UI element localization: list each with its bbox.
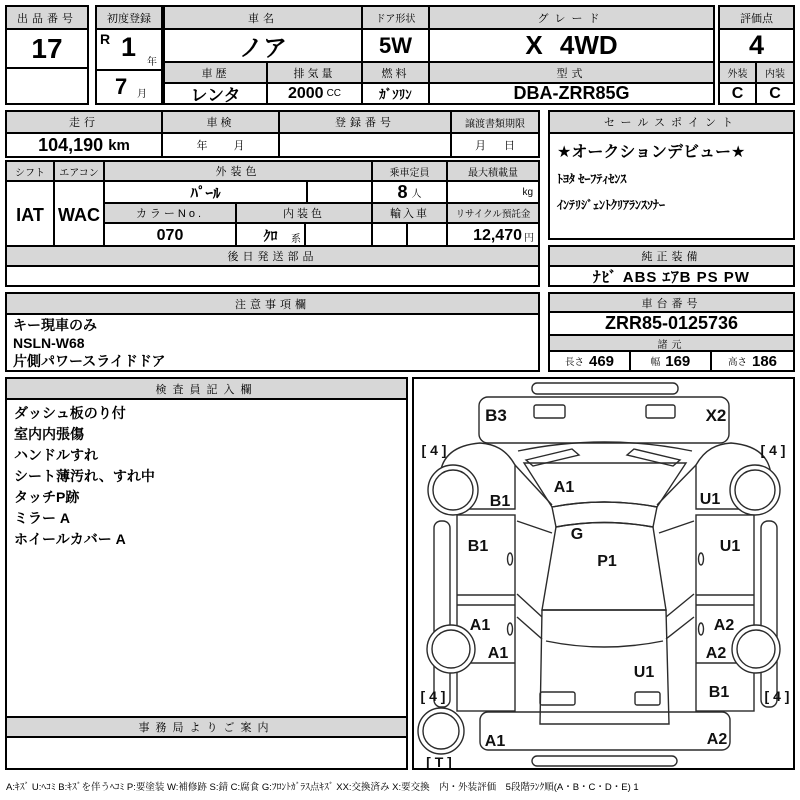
- capacity-box: [373, 160, 448, 250]
- era-letter: R: [100, 31, 111, 47]
- capacity-unit: 人: [411, 188, 422, 200]
- damage-label-right-front-door: U1: [719, 538, 741, 555]
- right-front-door-handle: [699, 553, 704, 565]
- equipment-box: [548, 245, 795, 287]
- color-no-value: 070: [105, 224, 237, 248]
- damage-label-windshield: G: [570, 526, 584, 543]
- car-name-label: 車名: [165, 7, 361, 30]
- interior-grade-value: C: [769, 84, 781, 102]
- damage-label-front-bumper-left: B3: [485, 406, 507, 425]
- car-name-box: [163, 5, 363, 105]
- inspector-line-5: タッチP跡: [14, 489, 80, 505]
- sales-point-line-2: ﾄﾖﾀ ｾｰﾌﾃｨｾﾝｽ: [557, 172, 627, 186]
- damage-label-rear-bumper-left: A1: [484, 733, 506, 750]
- mileage-box: [5, 110, 163, 158]
- month-suffix: 月: [137, 89, 147, 100]
- score-label: 評価点: [720, 7, 793, 30]
- aircon-value: WAC: [58, 204, 100, 225]
- rear-bumper: [480, 712, 730, 750]
- displacement-value: 2000: [287, 84, 324, 102]
- right-slide-door-handle: [699, 623, 704, 635]
- inspector-line-4: シート薄汚れ、すれ中: [14, 468, 155, 484]
- first-registration-year: 1: [121, 32, 137, 62]
- first-registration-month-cell: [97, 71, 161, 105]
- tire-label-rear-left: [ 4 ]: [420, 688, 446, 704]
- interior-grade-label: 内装: [757, 63, 793, 84]
- recycle-deposit-value: 12,470: [473, 227, 522, 244]
- shipping-parts-box: [5, 245, 540, 287]
- max-load-label: 最大積載量: [448, 162, 538, 182]
- door-shape-label: ドア形状: [363, 7, 428, 30]
- damage-label-left-slide-door: A1: [469, 617, 491, 634]
- auction-no-empty-cell: [7, 69, 87, 103]
- tire-label-front-right: [ 4 ]: [760, 442, 786, 458]
- left-a-pillar: [515, 465, 552, 505]
- damage-label-front-bumper-right: X2: [705, 406, 727, 425]
- notes-line-3: 片側パワースライドドア: [13, 353, 166, 369]
- door-shape-box: [363, 5, 430, 105]
- max-load-unit: kg: [522, 186, 533, 198]
- exterior-grade-value: C: [720, 84, 757, 103]
- model-code-label: 型式: [430, 63, 713, 84]
- shift-box: [5, 160, 55, 250]
- right-a-pillar: [657, 465, 696, 505]
- left-b-pillar: [517, 521, 552, 533]
- recycle-deposit-label: リサイクル預託金: [448, 204, 538, 224]
- damage-label-right-fender: U1: [699, 491, 721, 508]
- shift-value: IAT: [16, 204, 44, 225]
- height-label: 高さ: [727, 357, 747, 368]
- left-headlight: [534, 405, 565, 418]
- chassis-label: 車台番号: [550, 294, 793, 313]
- diagram-box: [412, 377, 795, 770]
- tire-label-front-left: [ 4 ]: [421, 442, 447, 458]
- first-registration-year-cell: [97, 30, 161, 71]
- auction-no-label: 出品番号: [7, 7, 87, 30]
- capacity-label: 乗車定員: [373, 162, 446, 182]
- shipping-parts-label: 後日発送部品: [7, 247, 538, 267]
- damage-label-roof: P1: [597, 553, 617, 570]
- auction-no-value: 17: [7, 30, 87, 69]
- damage-label-right-slide-door: A2: [713, 617, 735, 634]
- right-b-pillar: [659, 521, 694, 533]
- left-c-pillar-1: [517, 594, 542, 617]
- vehicle-diagram: [414, 379, 793, 768]
- exterior-color-label: 外装色: [105, 162, 371, 182]
- first-registration-month: 7: [115, 74, 128, 99]
- inspection-box: [163, 110, 280, 158]
- right-c-pillar-2: [666, 617, 694, 639]
- exterior-color-value: ﾊﾟｰﾙ: [105, 182, 308, 202]
- damage-label-right-rear-corner: B1: [708, 684, 730, 701]
- equipment-value: ﾅﾋﾞ ABS ｴｱB PS PW: [593, 268, 750, 286]
- width-value: 169: [665, 352, 691, 370]
- inspector-box: [5, 377, 408, 770]
- front-left-tire: [428, 465, 478, 515]
- damage-label-right-quarter: A2: [705, 645, 727, 662]
- chassis-box: [548, 292, 795, 372]
- displacement-unit: CC: [326, 88, 342, 99]
- displacement-label: 排気量: [268, 63, 361, 84]
- door-shape-value: 5W: [363, 30, 428, 63]
- first-registration-label: 初度登録: [97, 7, 161, 30]
- right-headlight: [646, 405, 675, 418]
- damage-label-left-front-door: B1: [467, 538, 489, 555]
- history-label: 車歴: [165, 63, 268, 84]
- inspector-line-3: ハンドルすれ: [14, 447, 98, 463]
- color-box: [105, 160, 373, 250]
- registration-no-label: 登録番号: [280, 112, 450, 134]
- left-c-pillar-2: [517, 617, 542, 639]
- rear-right-tire: [732, 625, 780, 673]
- dimensions-label: 諸元: [550, 336, 793, 352]
- sales-point-label: セールスポイント: [550, 112, 793, 134]
- right-rocker: [761, 521, 777, 707]
- aircon-label: エアコン: [55, 162, 103, 182]
- notes-line-2: NSLN-W68: [13, 335, 85, 351]
- notes-box: [5, 292, 540, 372]
- equipment-label: 純正装備: [550, 247, 793, 267]
- inspector-line-7: ホイールカバー A: [14, 531, 126, 547]
- inspector-label: 検査員記入欄: [7, 379, 406, 400]
- exterior-grade-label: 外装: [720, 63, 757, 84]
- height-value: 186: [751, 352, 778, 370]
- rear-bumper-strip: [532, 756, 677, 766]
- tire-label-spare: [ T ]: [426, 754, 452, 768]
- fuel-label: 燃料: [363, 63, 428, 84]
- width-label: 幅: [650, 357, 661, 368]
- score-value: 4: [720, 30, 793, 63]
- left-front-door-handle: [508, 553, 513, 565]
- front-bumper: [479, 397, 729, 443]
- legend-text: A:ｷｽﾞ U:ﾍｺﾐ B:ｷｽﾞを伴うﾍｺﾐ P:要塗装 W:補修跡 S:錆 C:腐食 G:ﾌﾛﾝﾄｶﾞﾗｽ点ｷｽﾞ XX:交換済み X:要交換 内・外装評価 5段階ﾗﾝｸ順(A・B・C・D・E) 1: [6, 782, 639, 793]
- sales-point-line-3: ｲﾝﾃﾘｼﾞｪﾝﾄｸﾘｱﾗﾝｽｿﾅｰ: [557, 198, 666, 212]
- notes-line-1: キー現車のみ: [13, 317, 97, 333]
- inspection-year-suffix: 年: [196, 140, 208, 152]
- inspector-line-1: ダッシュ板のり付: [14, 405, 126, 421]
- notes-label: 注意事項欄: [7, 294, 538, 315]
- left-rocker: [434, 521, 450, 707]
- interior-color-suffix: 系: [291, 234, 301, 245]
- grade-box: [430, 5, 715, 105]
- left-tail-light: [540, 692, 575, 705]
- inspection-label: 車検: [163, 112, 278, 134]
- damage-label-hood: A1: [553, 479, 575, 496]
- load-box: [448, 160, 540, 250]
- front-bumper-strip: [532, 383, 678, 394]
- left-slide-door-handle: [508, 623, 513, 635]
- grade-value: X 4WD: [430, 30, 713, 63]
- right-c-pillar-1: [666, 594, 694, 617]
- grade-label: グレード: [430, 7, 713, 30]
- interior-color-label: 内装色: [237, 204, 371, 224]
- rear-left-tire: [427, 625, 475, 673]
- windshield: [552, 502, 657, 527]
- shift-label: シフト: [7, 162, 53, 182]
- damage-label-left-quarter: A1: [487, 645, 509, 662]
- tire-label-rear-right: [ 4 ]: [764, 688, 790, 704]
- rear-window-line: [546, 641, 663, 647]
- spare-tire: [418, 708, 464, 754]
- registration-no-box: [280, 110, 452, 158]
- mileage-label: 走行: [7, 112, 161, 134]
- history-value: レンタ: [165, 84, 268, 103]
- imported-label: 輸入車: [373, 204, 446, 224]
- length-label: 長さ: [564, 357, 584, 368]
- auction-no-box: [5, 5, 89, 105]
- damage-label-rear-bumper-right: A2: [706, 731, 728, 748]
- transfer-deadline-box: [452, 110, 540, 158]
- fuel-value: ｶﾞｿﾘﾝ: [379, 87, 412, 102]
- front-right-tire: [730, 465, 780, 515]
- aircon-box: [55, 160, 105, 250]
- inspector-line-6: ミラー A: [14, 510, 70, 526]
- mileage-unit: km: [108, 136, 130, 154]
- chassis-value: ZRR85-0125736: [550, 313, 793, 336]
- model-code-value: DBA-ZRR85G: [513, 83, 630, 103]
- sales-point-box: [548, 110, 795, 240]
- length-value: 469: [588, 352, 615, 370]
- recycle-deposit-unit: 円: [524, 232, 534, 244]
- exterior-color-suffix-cell: [308, 182, 371, 202]
- registration-no-value: [280, 134, 450, 156]
- inspector-line-2: 室内内張傷: [14, 426, 84, 442]
- right-tail-light: [635, 692, 660, 705]
- inspection-month-suffix: 月: [233, 140, 245, 152]
- transfer-deadline-label: 譲渡書類期限: [452, 112, 538, 134]
- color-no-label: カラーNo.: [105, 204, 237, 224]
- office-label: 事務局よりご案内: [7, 716, 406, 738]
- year-suffix: 年: [147, 57, 157, 68]
- mileage-value: 104,190: [38, 134, 104, 155]
- capacity-value: 8: [397, 181, 408, 202]
- first-registration-box: [95, 5, 163, 105]
- car-name-value: ノア: [165, 30, 361, 63]
- interior-color-value: ｸﾛ: [263, 228, 278, 244]
- transfer-day-suffix: 日: [504, 140, 515, 152]
- damage-label-rear-gate: U1: [633, 664, 655, 681]
- transfer-month-suffix: 月: [475, 140, 486, 152]
- score-box: [718, 5, 795, 105]
- damage-label-left-fender: B1: [489, 493, 511, 510]
- sales-point-line-1: ★オークションデビュー★: [557, 144, 746, 161]
- shipping-parts-value: [7, 267, 538, 285]
